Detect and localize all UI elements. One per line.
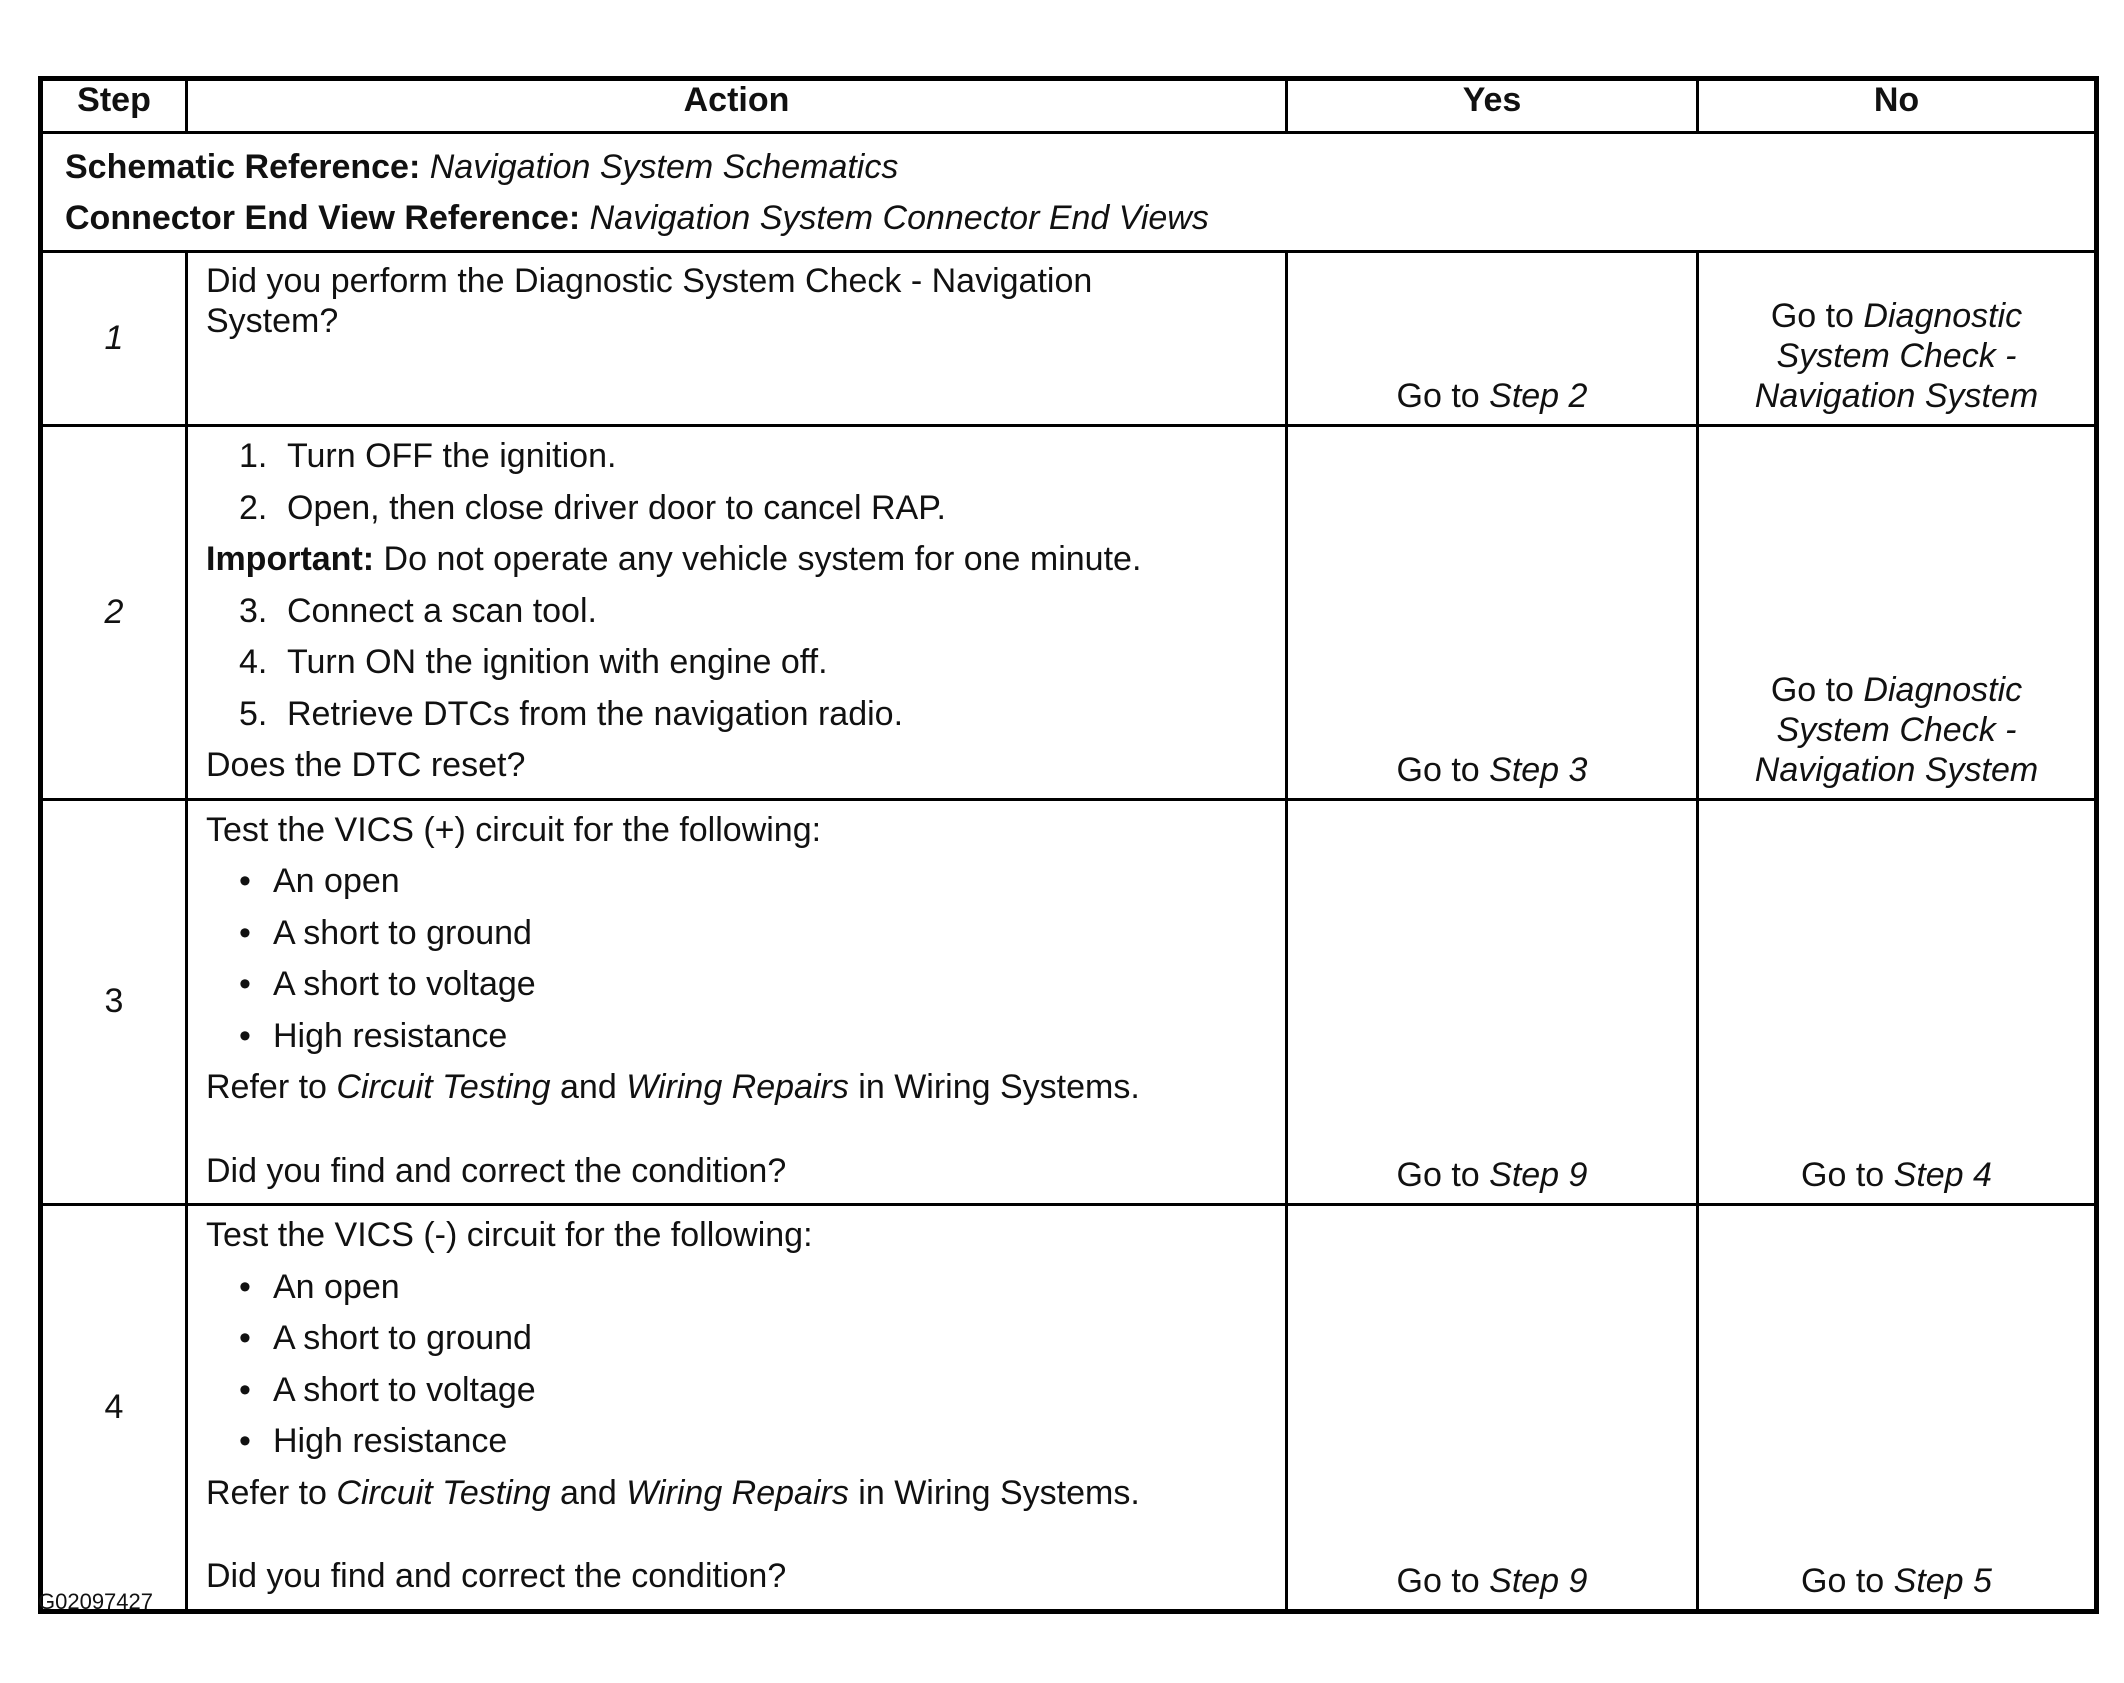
action-intro: Test the VICS (+) circuit for the following: <box>206 810 822 849</box>
connector-reference-label: Connector End View Reference: <box>65 199 581 237</box>
no-prefix: Go to <box>1770 297 1864 335</box>
header-no: No <box>1698 79 2097 133</box>
wiring-repairs-link[interactable]: Wiring Repairs <box>626 1068 849 1106</box>
action-cell <box>187 799 1287 1205</box>
list-item: 4. Turn ON the ignition with engine off. <box>239 643 828 681</box>
list-item: 3. Connect a scan tool. <box>239 591 597 630</box>
diagnostic-table <box>38 76 2099 1614</box>
no-link[interactable]: System Check - <box>1776 337 2017 375</box>
step-number: 2 <box>41 426 187 800</box>
header-step: Step <box>41 79 187 133</box>
refer-text: Refer to Circuit Testing and Wiring Repairs in Wiring Systems. <box>206 1068 1140 1106</box>
connector-reference <box>65 193 2072 244</box>
connector-reference-link[interactable]: Navigation System Connector End Views <box>589 199 1209 237</box>
no-link[interactable]: System Check - <box>1776 710 2017 749</box>
yes-cell <box>1287 252 1698 426</box>
step-number: 3 <box>41 799 187 1205</box>
schematic-reference-link[interactable]: Navigation System Schematics <box>429 148 899 186</box>
action-cell <box>187 426 1287 800</box>
action-question: Did you find and correct the condition? <box>206 1557 787 1595</box>
list-item: 2. Open, then close driver door to cancel RAP. <box>239 488 946 527</box>
yes-prefix: Go to <box>1396 377 1490 415</box>
bullet-item: • An open <box>239 862 400 900</box>
list-item: 1. Turn OFF the ignition. <box>239 437 617 475</box>
important-note: Important: Do not operate any vehicle system for one minute. <box>206 540 1142 578</box>
yes-link[interactable]: Step 2 <box>1489 377 1588 415</box>
action-intro: Test the VICS (-) circuit for the following: <box>206 1216 813 1254</box>
list-item: 5. Retrieve DTCs from the navigation radio. <box>239 694 904 733</box>
no-link[interactable]: Diagnostic <box>1863 297 2023 335</box>
bullet-item: • High resistance <box>239 1016 508 1055</box>
reference-row <box>41 133 2097 252</box>
bullet-item: • An open <box>239 1267 400 1306</box>
no-link[interactable]: Navigation System <box>1754 750 2039 789</box>
no-link[interactable]: Navigation System <box>1754 377 2039 415</box>
action-cell <box>187 1205 1287 1612</box>
yes-link[interactable]: Step 9 <box>1489 1156 1588 1194</box>
yes-prefix: Go to <box>1396 1561 1490 1600</box>
bullet-item: • A short to ground <box>239 913 532 952</box>
no-cell <box>1698 252 2097 426</box>
schematic-reference <box>65 142 2072 193</box>
yes-link[interactable]: Step 3 <box>1489 750 1588 789</box>
no-cell <box>1698 799 2097 1205</box>
refer-text: Refer to Circuit Testing and Wiring Repairs in Wiring Systems. <box>206 1473 1140 1512</box>
yes-cell <box>1287 799 1698 1205</box>
no-cell <box>1698 1205 2097 1612</box>
header-row <box>41 79 2097 133</box>
yes-prefix: Go to <box>1396 750 1490 789</box>
step-number: 1 <box>41 252 187 426</box>
yes-link[interactable]: Step 9 <box>1489 1561 1588 1600</box>
yes-cell <box>1287 1205 1698 1612</box>
bullet-item: • High resistance <box>239 1422 508 1460</box>
action-text: System? <box>206 302 339 340</box>
yes-prefix: Go to <box>1396 1156 1490 1194</box>
header-yes: Yes <box>1287 79 1698 133</box>
action-question: Did you find and correct the condition? <box>206 1151 787 1190</box>
no-prefix: Go to <box>1801 1561 1894 1600</box>
action-text: Did you perform the Diagnostic System Check - Navigation <box>206 262 1093 300</box>
no-link[interactable]: Step 5 <box>1893 1561 1992 1600</box>
bullet-item: • A short to voltage <box>239 1370 536 1409</box>
bullet-item: • A short to voltage <box>239 965 536 1003</box>
no-prefix: Go to <box>1770 670 1864 709</box>
figure-id: G02097427 <box>38 1589 153 1614</box>
action-question: Does the DTC reset? <box>206 746 526 784</box>
yes-cell <box>1287 426 1698 800</box>
header-action: Action <box>187 79 1287 133</box>
no-link[interactable]: Diagnostic <box>1863 670 2023 709</box>
step-row-3 <box>41 799 2097 1205</box>
bullet-item: • A short to ground <box>239 1319 532 1357</box>
step-row-4 <box>41 1205 2097 1612</box>
step-row-1 <box>41 252 2097 426</box>
wiring-repairs-link[interactable]: Wiring Repairs <box>626 1473 849 1512</box>
circuit-testing-link[interactable]: Circuit Testing <box>336 1473 551 1512</box>
circuit-testing-link[interactable]: Circuit Testing <box>336 1068 551 1106</box>
action-cell <box>187 252 1287 426</box>
no-link[interactable]: Step 4 <box>1893 1156 1992 1194</box>
step-row-2 <box>41 426 2097 800</box>
no-prefix: Go to <box>1801 1156 1894 1194</box>
step-number: 4 <box>41 1205 187 1612</box>
schematic-reference-label: Schematic Reference: <box>65 148 421 186</box>
no-cell <box>1698 426 2097 800</box>
